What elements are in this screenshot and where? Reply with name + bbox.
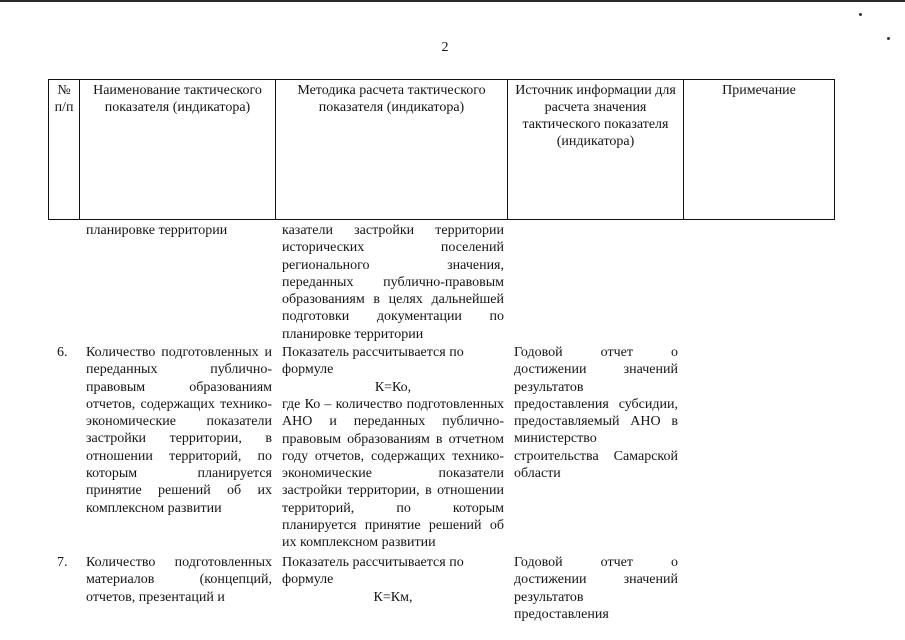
continuation-method: казатели застройки территории исторических поселений регионального значения, переданных публично-правовым образованиям в целях дальнейшей подготовки документации по планировке территории: [282, 223, 504, 342]
header-col-name: Наименование тактического показателя (индикатора): [80, 80, 276, 220]
row-source: Годовой отчет о достижении значений результатов предоставления субсидии, предоставляемый АНО в министерство строительства Самарской области: [514, 345, 678, 482]
row-number: 6.: [57, 345, 68, 360]
row-method-intro: Показатель рассчитывается по формуле: [282, 345, 464, 378]
row-source: Годовой отчет о достижении значений результатов предоставления: [514, 555, 678, 622]
row-indicator-name: Количество подготовленных материалов (концепций, отчетов, презентаций и: [86, 555, 272, 605]
continuation-name: планировке территории: [86, 223, 228, 238]
row-number: 7.: [57, 555, 68, 570]
row-formula: К=Ко,: [374, 380, 412, 395]
row-indicator-name: Количество подготовленных и переданных публично-правовым образованиям отчетов, содержащих технико-экономические показатели застройки территории, в отношении территорий, по которым планируется принятие решений об их комплексном развитии: [86, 345, 272, 516]
header-col-source: Источник информации для расчета значения тактического показателя (индикатора): [508, 80, 684, 220]
scan-speck: [859, 13, 862, 16]
row-method-body: где Ко – количество подготовленных АНО и переданных публично-правовым образованиям в отчетном году отчетов, содержащих технико-экономические показатели застройки территории, в отношении территорий, по которым планируется принятие решений об их комплексном развитии: [282, 397, 504, 551]
page-number: 2: [441, 40, 449, 55]
header-col-number: № п/п: [49, 80, 80, 220]
row-formula: К=Км,: [373, 590, 413, 605]
header-col-note: Примечание: [684, 80, 835, 220]
header-col-method: Методика расчета тактического показателя (индикатора): [276, 80, 508, 220]
page-top-edge: [0, 0, 905, 2]
row-method-intro: Показатель рассчитывается по формуле: [282, 555, 464, 588]
table-header: [48, 79, 835, 220]
